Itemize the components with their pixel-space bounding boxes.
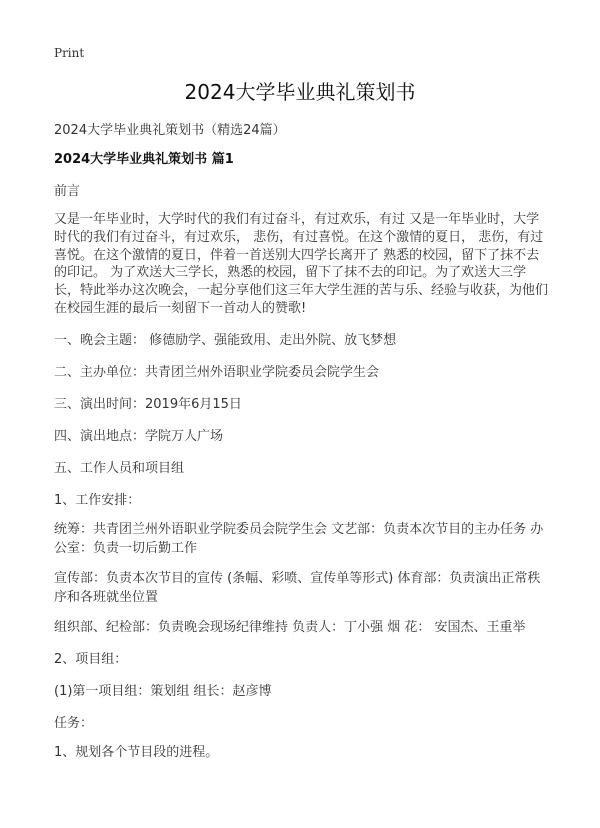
- intro-label: 前言: [54, 184, 81, 199]
- item-coordination: 统筹：共青团兰州外语职业学院委员会院学生会 文艺部：负责本次节目的主办任务 办公室：负责一切后勤工作: [54, 522, 544, 556]
- print-label: Print: [54, 46, 85, 60]
- item-theme: 一、晚会主题： 修德励学、强能致用、走出外院、放飞梦想: [54, 333, 397, 348]
- item-organizer: 二、主办单位：共青团兰州外语职业学院委员会院学生会: [54, 365, 380, 380]
- item-project-groups: 2、项目组：: [54, 652, 128, 667]
- item-venue: 四、演出地点：学院万人广场: [54, 429, 224, 444]
- item-staff: 五、工作人员和项目组: [54, 461, 185, 476]
- item-publicity: 宣传部：负责本次节目的宣传 (条幅、彩喷、宣传单等形式) 体育部：负责演出正常秩序和各班就坐位置: [54, 571, 541, 605]
- document-title: 2024大学毕业典礼策划书: [184, 80, 416, 104]
- section-heading: 2024大学毕业典礼策划书 篇1: [54, 152, 234, 167]
- item-group1: (1)第一项目组：策划组 组长：赵彦博: [54, 684, 272, 699]
- item-organization: 组织部、纪检部：负责晚会现场纪律维持 负责人：丁小强 烟 花： 安国杰、王重举: [54, 620, 526, 635]
- document-subtitle: 2024大学毕业典礼策划书（精选24篇）: [54, 123, 286, 138]
- item-tasks-label: 任务：: [54, 716, 94, 731]
- item-time: 三、演出时间：2019年6月15日: [54, 397, 242, 412]
- item-arrangement: 1、工作安排：: [54, 493, 141, 508]
- intro-paragraph: 又是一年毕业时，大学时代的我们有过奋斗，有过欢乐，有过 又是一年毕业时，大学时代的我们有过奋斗，有过欢乐， 悲伤，有过喜悦。在这个激情的夏日， 悲伤，有过喜悦。在这个激情的夏日，伴着一首送别大四学长离开了 熟悉的校园，留下了抹不去的印记。 为了欢送大三学长，熟悉的校园，留下了抹不去的印记。为了欢送大三学长，特此举办这次晚会，一起分享他们这三年大学生涯的苦与乐、经验与收获，为他们在校园生涯的最后一刻留下一首动人的赞歌!: [54, 212, 549, 316]
- item-task1: 1、规划各个节目段的进程。: [54, 745, 219, 760]
